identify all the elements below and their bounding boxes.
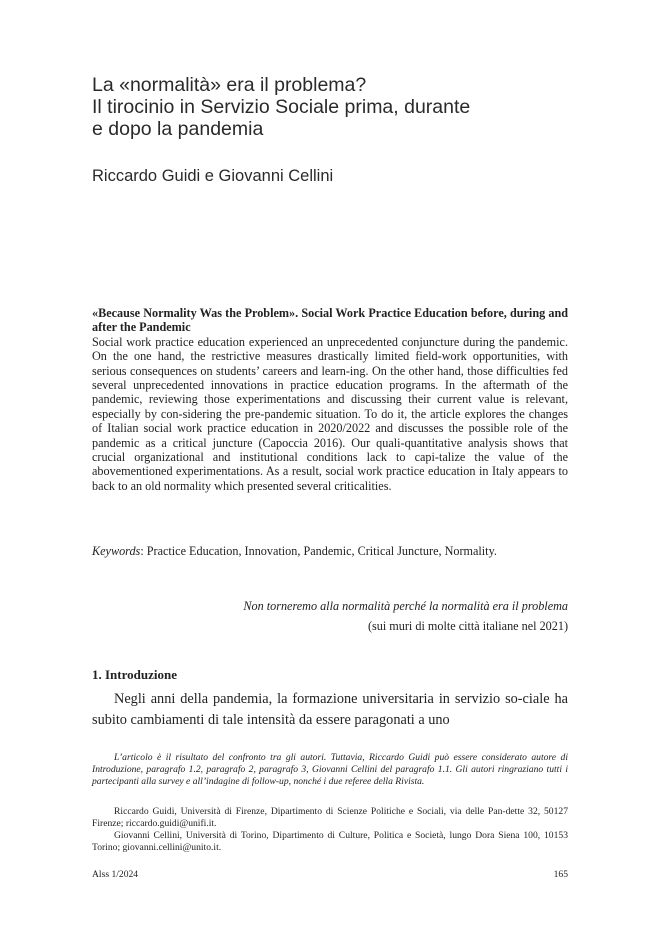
article-authors: Riccardo Guidi e Giovanni Cellini bbox=[92, 167, 334, 185]
title-line: Il tirocinio in Servizio Sociale prima, durante bbox=[92, 96, 471, 118]
epigraph-quote: Non torneremo alla normalità perché la normalità era il problema bbox=[243, 599, 568, 613]
epigraph-source: (sui muri di molte città italiane nel 2021) bbox=[367, 619, 568, 633]
article-title bbox=[92, 74, 568, 140]
epigraph bbox=[92, 596, 568, 636]
footnote-authorship: L’articolo è il risultato del confronto tra gli autori. Tuttavia, Riccardo Guidi può essere considerato autore di Introduzione, paragrafo 1.2, paragrafo 2, paragrafo 3, Giovanni Cellini del paragrafo 1.1. Gli autori ringraziano tutti i partecipanti alla survey e all’indagine di follow-up, nonché i due referee della Rivista. bbox=[92, 752, 568, 788]
section-heading: 1. Introduzione bbox=[92, 667, 177, 682]
title-line: e dopo la pandemia bbox=[92, 118, 264, 140]
footnote-affiliation-cellini: Giovanni Cellini, Università di Torino, Dipartimento di Culture, Politica e Società, lungo Dora Siena 100, 10153 Torino; giovanni.cellini@unito.it. bbox=[92, 830, 568, 854]
journal-issue: Alss 1/2024 bbox=[92, 869, 139, 880]
keywords bbox=[92, 544, 568, 558]
abstract-body: Social work practice education experienced an unprecedented conjuncture during the pandemic. On the one hand, the restrictive measures drastically limited field-work opportunities, with serious consequences on students’ careers and learn-ing. On the other hand, those difficulties fed several unprecedented innovations in practice education programs. In the aftermath of the pandemic, reviewing those experimentations and discussing their current value is relevant, especially by con-sidering the pre-pandemic situation. To do it, the article explores the changes of Italian social work practice education in 2020/2022 and discusses the possible role of the pandemic as a critical juncture (Capoccia 2016). Our quali-quantitative analysis shows that crucial organizational and institutional conditions lack to capi-talize the value of the abovementioned experimentations. As a result, social work practice education in Italy appears to back to an old normality which presented several criticalities. bbox=[92, 334, 568, 493]
title-line: La «normalità» era il problema? bbox=[92, 74, 367, 96]
abstract-title: «Because Normality Was the Problem». Social Work Practice Education before, during and after the Pandemic bbox=[92, 306, 568, 335]
abstract bbox=[92, 306, 568, 493]
keywords-label: Keywords bbox=[92, 544, 141, 558]
keywords-text: : Practice Education, Innovation, Pandemic, Critical Juncture, Normality. bbox=[140, 544, 497, 558]
intro-paragraph: Negli anni della pandemia, la formazione universitaria in servizio so-ciale ha subito cambiamenti di tale intensità da essere paragonati a uno bbox=[92, 691, 568, 728]
footnote-affiliation-guidi: Riccardo Guidi, Università di Firenze, Dipartimento di Scienze Politiche e Sociali, via delle Pan-dette 32, 50127 Firenze; riccardo.guidi@unifi.it. bbox=[92, 806, 568, 830]
page-footer bbox=[92, 869, 568, 880]
page-number: 165 bbox=[553, 869, 568, 880]
